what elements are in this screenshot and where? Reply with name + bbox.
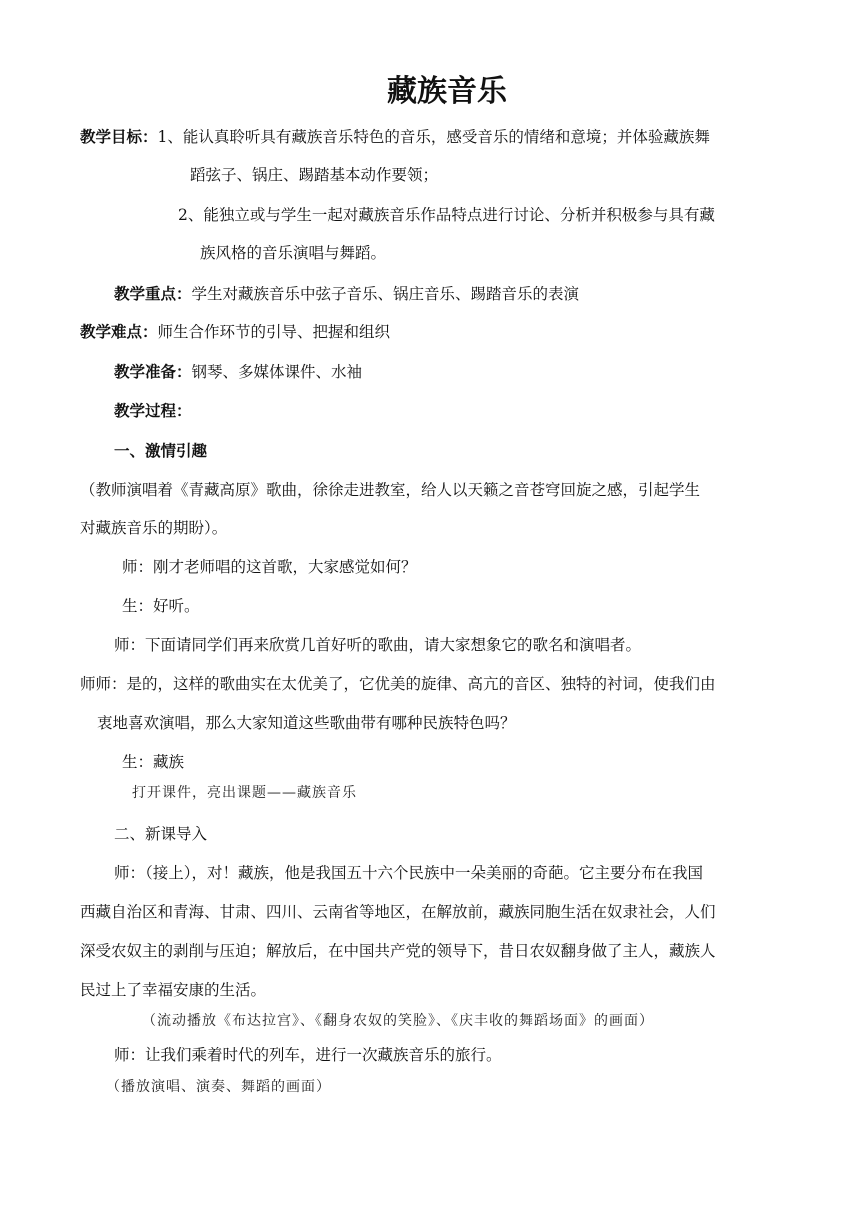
teaching-difficulty-label: 教学难点： (80, 323, 158, 341)
section-1-intro-continuation: 对藏族音乐的期盼）。 (80, 519, 228, 537)
teaching-difficulty (80, 321, 390, 343)
teaching-prep-text: 钢琴、多媒体课件、水袖 (191, 363, 363, 381)
teaching-prep (114, 361, 362, 383)
dialogue-line: 师：下面请同学们再来欣赏几首好听的歌曲，请大家想象它的歌名和演唱者。 (114, 636, 642, 654)
stage-note: （播放演唱、演奏、舞蹈的画面） (106, 1079, 331, 1095)
teaching-goal-1-continuation: 蹈弦子、锅庄、踢踏基本动作要领； (190, 166, 439, 184)
teaching-process-label: 教学过程： (114, 402, 192, 420)
document-title: 藏族音乐 (387, 74, 507, 109)
dialogue-line: 师：让我们乘着时代的列车，进行一次藏族音乐的旅行。 (114, 1046, 502, 1064)
teaching-focus-text: 学生对藏族音乐中弦子音乐、锅庄音乐、踢踏音乐的表演 (191, 285, 580, 303)
section-1-heading: 一、激情引趣 (114, 442, 208, 460)
section-2-paragraph-line: 西藏自治区和青海、甘肃、四川、云南省等地区，在解放前，藏族同胞生活在奴隶社会，人们 (80, 903, 716, 921)
teaching-prep-label: 教学准备： (114, 363, 192, 381)
teaching-focus (114, 283, 579, 305)
teaching-goal-2-text: 2、能独立或与学生一起对藏族音乐作品特点进行讨论、分析并积极参与具有藏 (178, 206, 715, 224)
stage-note: （流动播放《布达拉宫》、《翻身农奴的笑脸》、《庆丰收的舞蹈场面》的画面） (142, 1013, 654, 1029)
teaching-goals-label: 教学目标： (80, 128, 158, 146)
dialogue-line: 师师：是的，这样的歌曲实在太优美了，它优美的旋律、高亢的音区、独特的衬词，使我们由 (80, 675, 716, 693)
teaching-focus-label: 教学重点： (114, 285, 192, 303)
section-2-paragraph-line: 民过上了幸福安康的生活。 (80, 981, 267, 999)
teaching-difficulty-text: 师生合作环节的引导、把握和组织 (157, 323, 391, 341)
dialogue-line: 生：好听。 (122, 597, 200, 615)
teaching-goal-1-text: 1、能认真聆听具有藏族音乐特色的音乐，感受音乐的情绪和意境；并体验藏族舞 (157, 128, 710, 146)
stage-note: 打开课件，亮出课题——藏族音乐 (132, 785, 357, 801)
teaching-goals-line1 (80, 126, 710, 148)
section-2-heading: 二、新课导入 (114, 825, 208, 843)
section-2-paragraph-line: 深受农奴主的剥削与压迫；解放后，在中国共产党的领导下，昔日农奴翻身做了主人，藏族人 (80, 942, 716, 960)
dialogue-line: 生：藏族 (122, 753, 185, 771)
teaching-goal-2-continuation: 族风格的音乐演唱与舞蹈。 (200, 244, 387, 262)
section-1-intro: （教师演唱着《青藏高原》歌曲，徐徐走进教室，给人以天籁之音苍穹回旋之感，引起学生 (80, 481, 701, 499)
dialogue-line: 师：刚才老师唱的这首歌，大家感觉如何？ (122, 558, 417, 576)
dialogue-line-continuation: 衷地喜欢演唱，那么大家知道这些歌曲带有哪种民族特色吗？ (97, 714, 516, 732)
section-2-paragraph-line: 师：（接上），对！藏族，他是我国五十六个民族中一朵美丽的奇葩。它主要分布在我国 (114, 864, 704, 882)
